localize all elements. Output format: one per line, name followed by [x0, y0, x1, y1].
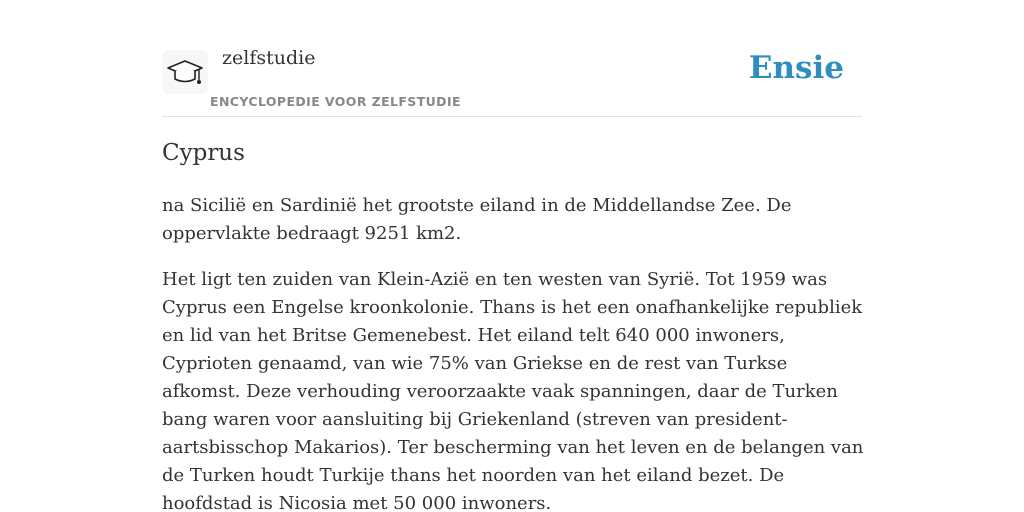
- article-paragraph: na Sicilië en Sardinië het grootste eiland in de Middellandse Zee. De oppervlakte bedraagt 9251 km2.: [162, 195, 792, 244]
- site-tagline: ENCYCLOPEDIE VOOR ZELFSTUDIE: [210, 94, 461, 109]
- site-name[interactable]: zelfstudie: [222, 47, 316, 69]
- article-body: [162, 192, 864, 512]
- article-paragraph: Het ligt ten zuiden van Klein-Azië en ten westen van Syrië. Tot 1959 was Cyprus een Engelse kroonkolonie. Thans is het een onafhankelijke republiek en lid van het Britse Gemenebest. Het eiland telt 640 000 inwoners, Cyprioten genaamd, van wie 75% van Griekse en de rest van Turkse afkomst. Deze verhouding veroorzaakte vaak spanningen, daar de Turken bang waren voor aansluiting bij Griekenland (streven van president-aartsbisschop Makarios). Ter bescherming van het leven en de belangen van de Turken houdt Turkije thans het noorden van het eiland bezet. De hoofdstad is Nicosia met 50 000 inwoners.: [162, 269, 864, 512]
- article-title: Cyprus: [162, 140, 245, 166]
- site-logo[interactable]: [162, 50, 208, 94]
- brand-logo[interactable]: Ensie: [748, 50, 844, 86]
- site-header: [162, 40, 862, 117]
